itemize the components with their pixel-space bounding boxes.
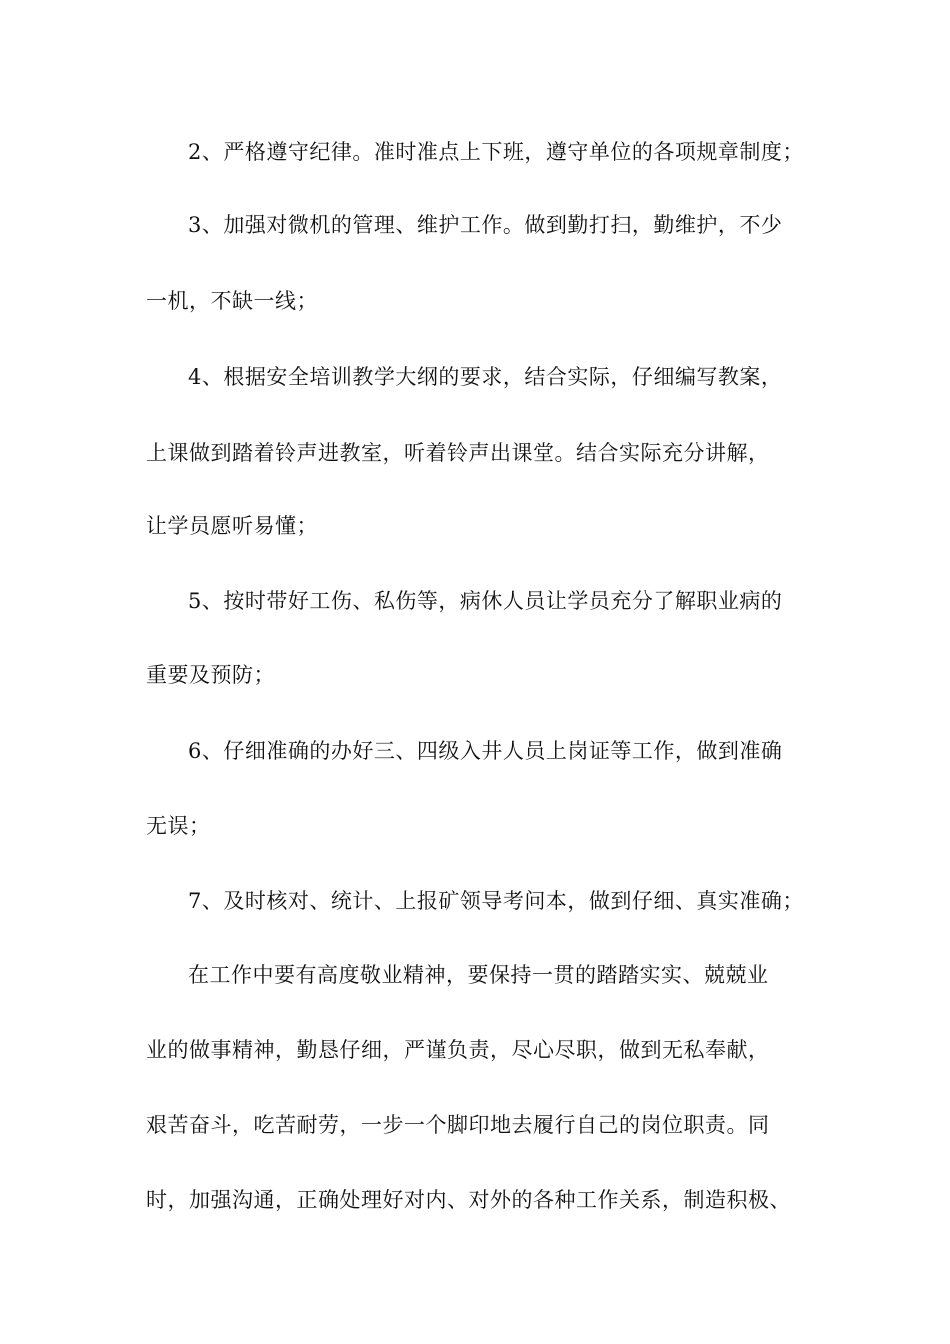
text-line-item-5: 5、按时带好工伤、私伤等，病休人员让学员充分了解职业病的 xyxy=(188,589,783,613)
text-line-paragraph-cont3: 时，加强沟通，正确处理好对内、对外的各种工作关系，制造积极、 xyxy=(146,1188,791,1212)
text-line-item-3: 3、加强对微机的管理、维护工作。做到勤打扫，勤维护，不少 xyxy=(188,213,783,237)
text-line-item-2: 2、严格遵守纪律。准时准点上下班，遵守单位的各项规章制度； xyxy=(188,140,804,164)
text-line-item-4-cont2: 让学员愿听易懂； xyxy=(146,514,318,538)
text-line-item-4-cont: 上课做到踏着铃声进教室，听着铃声出课堂。结合实际充分讲解， xyxy=(146,441,770,465)
text-line-paragraph: 在工作中要有高度敬业精神，要保持一贯的踏踏实实、兢兢业 xyxy=(188,963,769,987)
text-line-item-6: 6、仔细准确的办好三、四级入井人员上岗证等工作，做到准确 xyxy=(188,739,783,763)
text-line-item-7: 7、及时核对、统计、上报矿领导考问本，做到仔细、真实准确； xyxy=(188,889,804,913)
text-line-item-5-cont: 重要及预防； xyxy=(146,663,275,687)
text-line-paragraph-cont2: 艰苦奋斗，吃苦耐劳，一步一个脚印地去履行自己的岗位职责。同 xyxy=(146,1113,770,1137)
text-line-item-3-cont: 一机，不缺一线； xyxy=(146,289,318,313)
text-line-paragraph-cont: 业的做事精神，勤恳仔细，严谨负责，尽心尽职，做到无私奉献， xyxy=(146,1038,770,1062)
text-line-item-6-cont: 无误； xyxy=(146,814,211,838)
text-line-item-4: 4、根据安全培训教学大纲的要求，结合实际，仔细编写教案， xyxy=(188,365,783,389)
